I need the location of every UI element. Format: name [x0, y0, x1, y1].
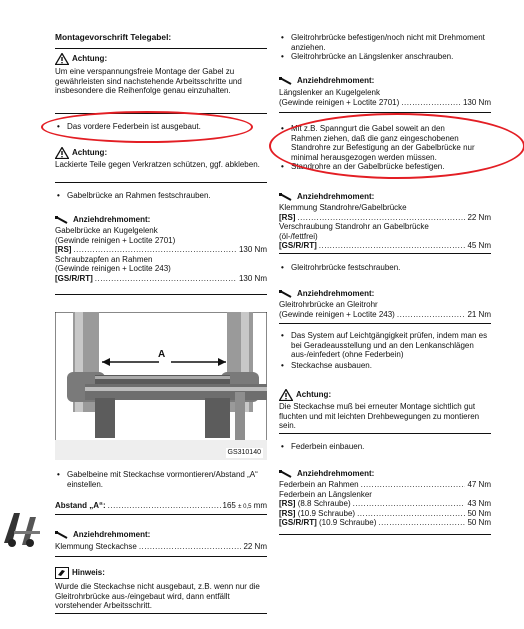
bullet-text: Das vordere Federbein ist ausgebaut.	[67, 122, 201, 131]
torque-heading	[279, 76, 374, 86]
torque-label: Anziehdrehmoment:	[297, 192, 375, 202]
torque-value: 21 Nm	[467, 309, 491, 319]
list-item: • Steckachse ausbauen.	[281, 361, 372, 370]
torque-line: (öl-/fettfrei)	[279, 231, 318, 241]
divider	[55, 613, 267, 614]
torque-spec	[279, 203, 491, 251]
warning-heading	[55, 147, 107, 159]
torque-heading	[279, 289, 374, 299]
torque-line: Klemmung Steckachse	[55, 542, 137, 551]
list-item: • Gabelbrücke an Rahmen festschrauben.	[57, 191, 211, 200]
torque-line: Schraubzapfen an Rahmen	[55, 254, 153, 264]
abstand-unit: mm	[253, 501, 267, 510]
torque-line: Gabelbrücke an Kugelgelenk	[55, 226, 158, 235]
note-icon	[55, 567, 69, 579]
torque-line: Federbein an Längslenker	[279, 489, 372, 499]
model-code: [GS/R/RT]	[279, 241, 317, 251]
torque-value: 130 Nm	[238, 245, 267, 255]
torque-wrench-icon	[55, 215, 69, 225]
warning-triangle-icon	[55, 53, 69, 65]
abstand-spec	[55, 501, 267, 513]
torque-value: 43 Nm	[467, 499, 491, 509]
hinweis-text: Wurde die Steckachse nicht ausgebaut, z.B. wenn nur die Gleitrohrbrücke aus-/eingebaut wird, dann entfällt vorstehender Arbeitsschritt.	[55, 582, 260, 611]
torque-label: Anziehdrehmoment:	[73, 530, 151, 540]
fork-photo-drawing	[55, 312, 267, 460]
torque-spec	[279, 300, 491, 319]
bullet-text: Standrohre an der Gabelbrücke befestigen.	[291, 162, 445, 171]
screw-grade: (10.9 Schraube)	[319, 518, 377, 528]
divider	[279, 323, 491, 324]
motorcycle-fork-thumbnail-icon	[0, 503, 46, 549]
hinweis-label: Hinweis:	[72, 568, 105, 578]
torque-wrench-icon	[279, 76, 293, 86]
torque-wrench-icon	[279, 469, 293, 479]
bullet-text: Mit z.B. Spanngurt die Gabel soweit an den Rahmen ziehen, daß die ganz eingeschobenen Standrohre zur Befestigung an der Gabelbrücke nur minimal herausgezogen werden müssen.	[291, 124, 475, 162]
torque-value: 47 Nm	[467, 480, 491, 489]
bullet-text: Steckachse ausbauen.	[291, 361, 372, 370]
torque-value: 50 Nm	[467, 518, 491, 528]
warning-heading	[279, 389, 331, 401]
torque-wrench-icon	[55, 530, 69, 540]
list-item: • Mit z.B. Spanngurt die Gabel soweit an den Rahmen ziehen, daß die ganz eingeschobenen Standrohre zur Befestigung an der Gabelbrücke nur minimal herausgezogen werden müssen.	[281, 124, 477, 162]
torque-spec	[55, 226, 267, 284]
torque-value: 22 Nm	[467, 212, 491, 222]
torque-line: (Gewinde reinigen + Loctite 2701)	[279, 97, 400, 107]
divider	[279, 253, 491, 254]
annotation-circle	[269, 113, 524, 179]
list-item: • Standrohre an der Gabelbrücke befestigen.	[281, 162, 445, 171]
torque-line: (Gewinde reinigen + Loctite 243)	[279, 309, 395, 319]
torque-value: 130 Nm	[462, 97, 491, 107]
torque-label: Anziehdrehmoment:	[297, 76, 375, 86]
torque-line: Verschraubung Standrohr an Gabelbrücke	[279, 222, 429, 232]
torque-heading	[279, 192, 374, 202]
list-item: • Das vordere Federbein ist ausgebaut.	[57, 122, 201, 131]
abstand-label: Abstand „A“:	[55, 501, 106, 510]
torque-line: Gleitrohrbrücke an Gleitrohr	[279, 300, 378, 309]
torque-label: Anziehdrehmoment:	[297, 469, 375, 479]
torque-value: 45 Nm	[467, 241, 491, 251]
warning-label: Achtung:	[72, 148, 108, 158]
bullet-text: Gabelbeine mit Steckachse vormontieren/Abstand „A“ einstellen.	[67, 470, 258, 489]
torque-spec	[279, 480, 491, 528]
torque-heading	[279, 469, 374, 479]
bullet-text: Gleitrohrbrücke an Längslenker anschrauben.	[291, 52, 454, 61]
torque-wrench-icon	[279, 192, 293, 202]
bullet-text: Das System auf Leichtgängigkeit prüfen, indem man es bei Geradeausstellung und an den Lenkanschlägen aus-/einfedert (ohne Federbein)	[291, 331, 488, 360]
dimension-label: A	[158, 349, 166, 360]
torque-label: Anziehdrehmoment:	[73, 215, 151, 225]
divider	[279, 433, 491, 434]
model-code: [GS/R/RT]	[55, 273, 93, 283]
torque-value: 22 Nm	[243, 542, 267, 551]
torque-line: (Gewinde reinigen + Loctite 2701)	[55, 235, 176, 245]
list-item: • Federbein einbauen.	[281, 442, 365, 451]
torque-line: (Gewinde reinigen + Loctite 243)	[55, 264, 171, 274]
torque-line: Klemmung Standrohre/Gabelbrücke	[279, 203, 407, 212]
torque-wrench-icon	[279, 289, 293, 299]
warning-label: Achtung:	[72, 54, 108, 64]
divider	[55, 294, 267, 295]
model-code: [GS/R/RT]	[279, 518, 317, 528]
list-item: • Gleitrohrbrücke an Längslenker anschrauben.	[281, 52, 454, 61]
warning-triangle-icon	[279, 389, 293, 401]
torque-value: 50 Nm	[467, 508, 491, 518]
bullet-text: Gabelbrücke an Rahmen festschrauben.	[67, 191, 211, 200]
list-item: • Gleitrohrbrücke festschrauben.	[281, 263, 401, 272]
model-code: [RS]	[279, 499, 296, 509]
warning-text: Lackierte Teile gegen Verkratzen schützen, ggf. abkleben.	[55, 160, 260, 169]
warning-text: Die Steckachse muß bei erneuter Montage sichtlich gut fluchten und mit leichten Drehbewegungen zu montieren sein.	[279, 402, 480, 431]
warning-label: Achtung:	[296, 390, 332, 400]
bullet-text: Federbein einbauen.	[291, 442, 365, 451]
abstand-value: 165	[222, 501, 236, 510]
page-title: Montagevorschrift Telegabel:	[55, 32, 172, 42]
torque-heading	[55, 530, 150, 540]
torque-label: Anziehdrehmoment:	[297, 289, 375, 299]
divider	[55, 182, 267, 183]
torque-heading	[55, 215, 150, 225]
bullet-text: Gleitrohrbrücke festschrauben.	[291, 263, 401, 272]
model-code: [RS]	[279, 212, 296, 222]
list-item: • Gleitrohrbrücke befestigen/noch nicht mit Drehmoment anziehen.	[281, 33, 489, 52]
divider	[55, 556, 267, 557]
screw-grade: (10.9 Schraube)	[297, 508, 356, 518]
warning-text: Um eine verspannungsfreie Montage der Gabel zu gewährleisten sind nachstehende Arbeitsschritte und insbesondere die Reihenfolge genau einzuhalten.	[55, 67, 242, 96]
figure-code: GS310140	[227, 449, 261, 457]
torque-spec	[279, 88, 491, 107]
model-code: [RS]	[279, 508, 296, 518]
abstand-tolerance: ± 0,5	[238, 504, 252, 510]
divider	[279, 534, 491, 535]
warning-heading	[55, 53, 107, 65]
torque-line: Längslenker an Kugelgelenk	[279, 88, 380, 97]
list-item: • Gabelbeine mit Steckachse vormontieren/Abstand „A“ einstellen.	[57, 470, 262, 489]
model-code: [RS]	[55, 245, 72, 255]
fork-measurement-photo	[55, 312, 267, 460]
hinweis-heading	[55, 567, 105, 579]
bullet-text: Gleitrohrbrücke befestigen/noch nicht mit Drehmoment anziehen.	[291, 33, 485, 52]
screw-grade: (8.8 Schraube)	[297, 499, 351, 509]
divider	[55, 48, 267, 49]
annotation-circle	[41, 111, 253, 143]
warning-triangle-icon	[55, 147, 69, 159]
list-item: • Das System auf Leichtgängigkeit prüfen, indem man es bei Geradeausstellung und an den Lenkanschlägen aus-/einfedert (ohne Federbein)	[281, 331, 488, 360]
torque-spec	[55, 542, 267, 552]
divider	[55, 514, 267, 515]
torque-value: 130 Nm	[238, 273, 267, 283]
torque-line: Federbein an Rahmen	[279, 480, 359, 489]
